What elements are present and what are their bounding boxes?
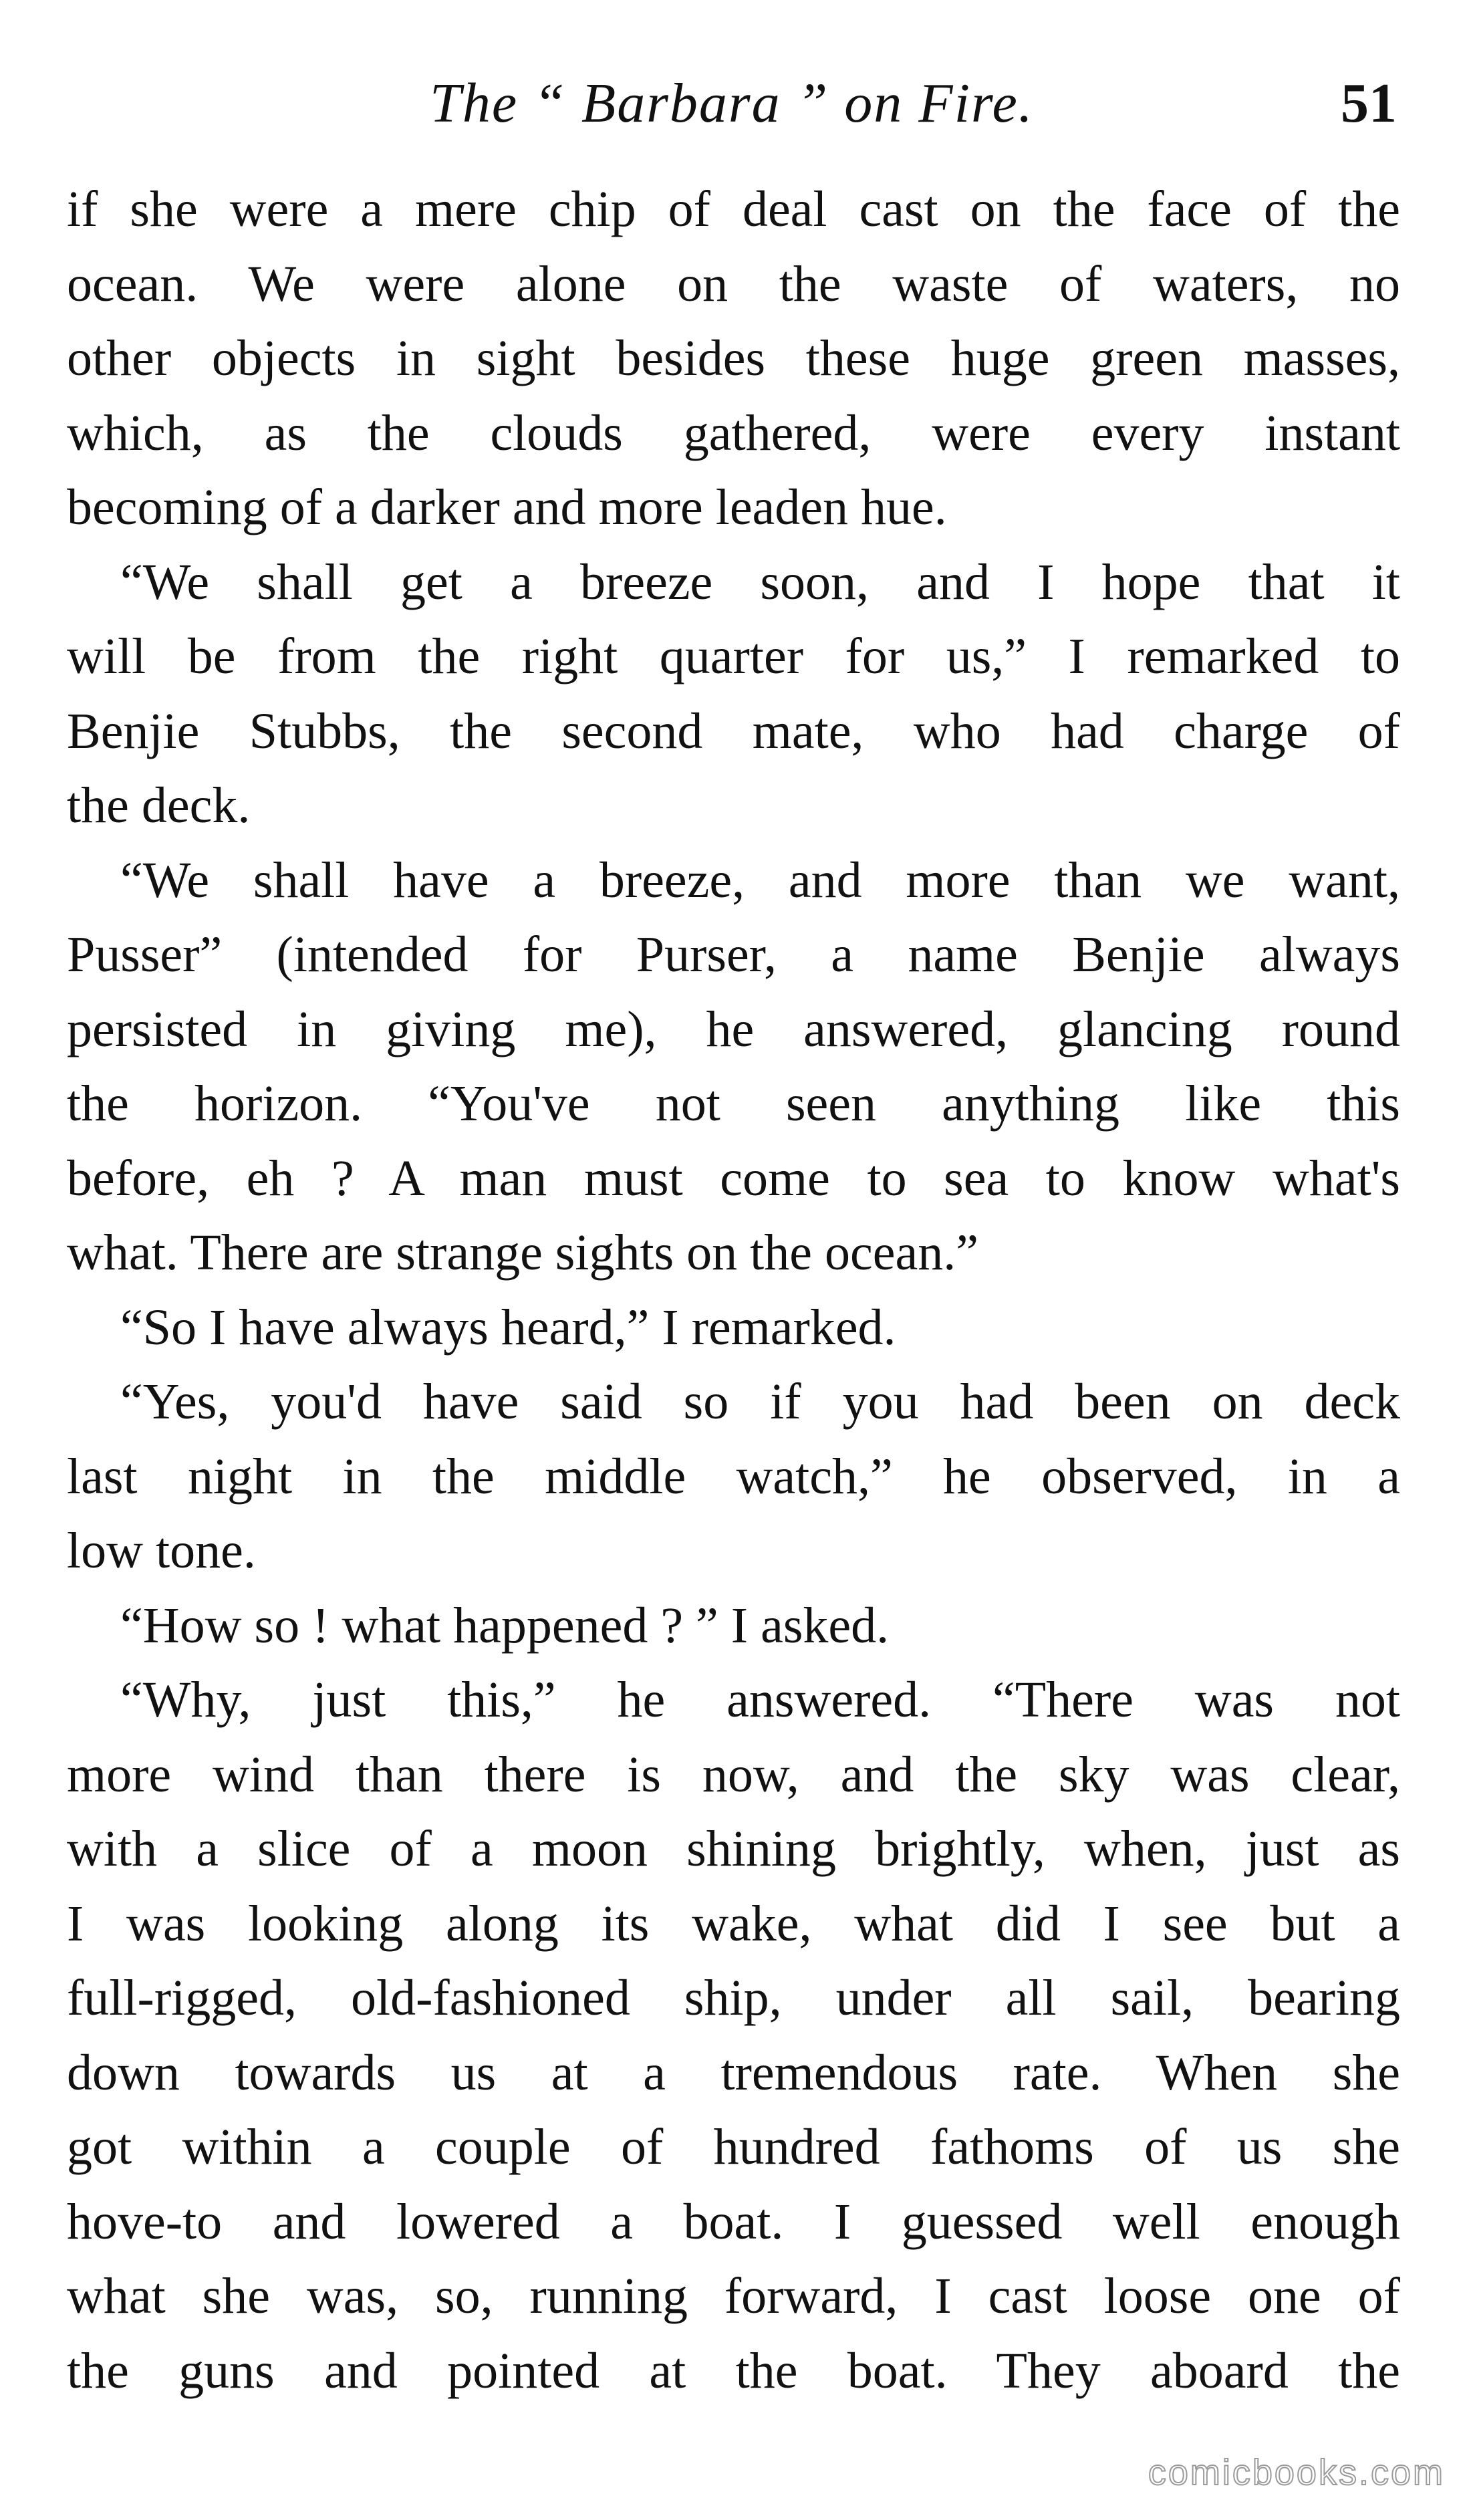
text-line: “Why, just this,” he answered. “There was not <box>120 1672 1400 1728</box>
text-line: persisted in giving me), he answered, glancing round <box>67 1001 1400 1057</box>
running-head <box>67 60 1397 147</box>
text-line: hove-to and lowered a boat. I guessed well enough <box>67 2193 1400 2250</box>
text-line: ocean. We were alone on the waste of waters, no <box>67 255 1400 312</box>
text-line: what she was, so, running forward, I cast loose one of <box>67 2268 1400 2324</box>
text-line: “So I have always heard,” I remarked. <box>120 1299 896 1356</box>
text-line: got within a couple of hundred fathoms of us she <box>67 2119 1400 2175</box>
text-line: “We shall get a breeze soon, and I hope that it <box>120 553 1400 610</box>
running-title: The “ Barbara ” on Fire. <box>430 72 1034 134</box>
text-line: “How so ! what happened ? ” I asked. <box>120 1597 890 1654</box>
text-line: I was looking along its wake, what did I see but a <box>67 1895 1400 1952</box>
text-line: becoming of a darker and more leaden hue. <box>67 479 947 535</box>
text-line: other objects in sight besides these huge green masses, <box>67 330 1400 386</box>
page-number: 51 <box>1341 72 1397 134</box>
text-line: last night in the middle watch,” he observed, in a <box>67 1448 1400 1505</box>
text-line: Pusser” (intended for Purser, a name Benjie always <box>67 926 1400 983</box>
text-line: low tone. <box>67 1523 256 1579</box>
text-line: if she were a mere chip of deal cast on the face of the <box>67 181 1400 237</box>
text-line: “Yes, you'd have said so if you had been on deck <box>120 1374 1400 1430</box>
text-line: down towards us at a tremendous rate. When she <box>67 2044 1400 2101</box>
text-line: the guns and pointed at the boat. They aboard the <box>67 2342 1400 2399</box>
text-line: with a slice of a moon shining brightly, when, just as <box>67 1821 1400 1877</box>
text-line: will be from the right quarter for us,” I remarked to <box>67 628 1400 684</box>
text-line: more wind than there is now, and the sky was clear, <box>67 1746 1400 1803</box>
text-line: Benjie Stubbs, the second mate, who had charge of <box>67 703 1400 759</box>
body-text <box>67 172 1400 2408</box>
text-line: what. There are strange sights on the ocean.” <box>67 1225 978 1281</box>
text-line: which, as the clouds gathered, were every instant <box>67 404 1400 461</box>
text-line: the horizon. “You've not seen anything like this <box>67 1076 1400 1132</box>
text-line: the deck. <box>67 777 251 834</box>
text-line: full-rigged, old-fashioned ship, under all sail, bearing <box>67 1970 1400 2026</box>
text-line: “We shall have a breeze, and more than we want, <box>120 852 1400 908</box>
watermark: comicbooks.com <box>1148 2452 1445 2493</box>
text-line: before, eh ? A man must come to sea to know what's <box>67 1150 1400 1207</box>
